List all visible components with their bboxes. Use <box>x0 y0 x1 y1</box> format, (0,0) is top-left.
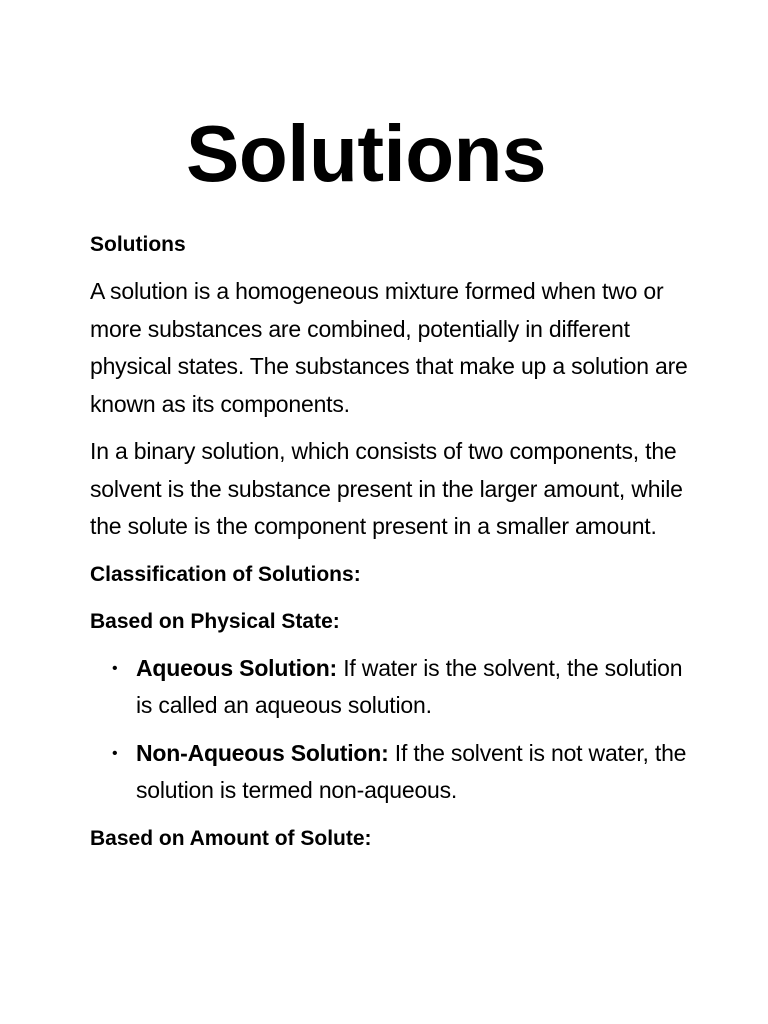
paragraph-binary-solution: In a binary solution, which consists of two components, the solvent is the substance present in the larger amount, while the solute is the component present in a smaller amount. <box>90 438 683 539</box>
heading-classification: Classification of Solutions: <box>90 562 361 586</box>
bullet-term: Non-Aqueous Solution: <box>136 739 389 766</box>
heading-physical-state: Based on Physical State: <box>90 609 340 633</box>
document-title: Solutions <box>186 109 546 198</box>
list-item-aqueous <box>90 650 690 725</box>
physical-state-list <box>90 650 690 810</box>
bullet-term: Aqueous Solution: <box>136 654 338 681</box>
bullet-text: If the solvent is not water, the solution is termed non-aqueous. <box>136 739 687 803</box>
bullet-icon: • <box>112 744 118 762</box>
document-body <box>90 226 690 867</box>
heading-amount-of-solute: Based on Amount of Solute: <box>90 826 372 850</box>
bullet-icon: • <box>112 659 118 677</box>
section-heading-solutions: Solutions <box>90 233 186 256</box>
list-item-non-aqueous <box>90 735 690 810</box>
paragraph-definition: A solution is a homogeneous mixture formed when two or more substances are combined, potentially in different physical states. The substances that make up a solution are known as its components. <box>90 278 688 417</box>
bullet-text: If water is the solvent, the solution is called an aqueous solution. <box>136 654 683 718</box>
